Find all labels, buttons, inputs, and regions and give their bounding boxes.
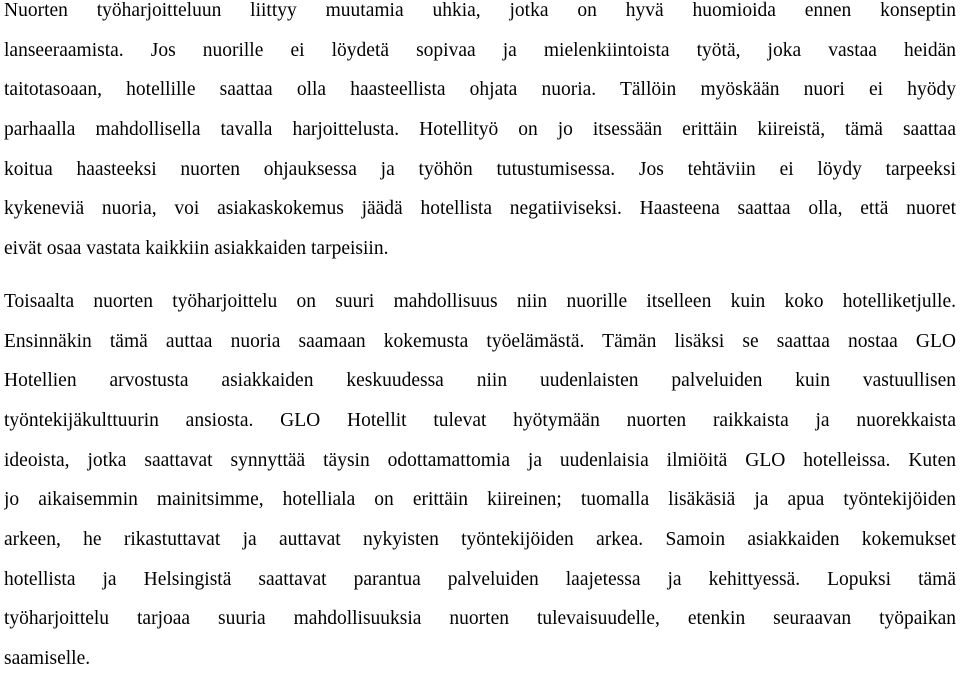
text-line: koitua haasteeksi nuorten ohjauksessa ja työhön tutustumisessa. Jos tehtäviin ei löydy tarpeeksi [4,158,956,180]
text-line: eivät osaa vastata kaikkiin asiakkaiden tarpeisiin. [4,238,389,260]
text-line: Nuorten työharjoitteluun liittyy muutamia uhkia, jotka on hyvä huomioida ennen konseptin [4,0,956,21]
text-line: parhaalla mahdollisella tavalla harjoittelusta. Hotellityö on jo itsessään erittäin kiireistä, tämä saattaa [4,119,956,141]
text-line: taitotasoaan, hotellille saattaa olla haasteellista ohjata nuoria. Tällöin myöskään nuori ei hyödy [4,79,956,101]
paragraph-opportunities [4,282,956,679]
text-line: hotellista ja Helsingistä saattavat parantua palveluiden laajetessa ja kehittyessä. Lopuksi tämä [4,568,956,590]
text-line: ideoista, jotka saattavat synnyttää täysin odottamattomia ja uudenlaisia ilmiöitä GLO hotelleissa. Kuten [4,449,956,471]
text-line: arkeen, he rikastuttavat ja auttavat nykyisten työntekijöiden arkea. Samoin asiakkaiden kokemukset [4,528,956,550]
text-line: työharjoittelu tarjoaa suuria mahdollisuuksia nuorten tulevaisuudelle, etenkin seuraavan työpaikan [4,608,956,630]
text-line: saamiselle. [4,648,91,669]
text-line: Toisaalta nuorten työharjoittelu on suuri mahdollisuus niin nuorille itselleen kuin koko hotelliketjulle. [4,290,956,312]
text-line: kykeneviä nuoria, voi asiakaskokemus jäädä hotellista negatiiviseksi. Haasteena saattaa olla, että nuoret [4,198,956,220]
text-line: työntekijäkulttuurin ansiosta. GLO Hotellit tulevat hyötymään nuorten raikkaista ja nuorekkaista [4,409,956,431]
text-line: lanseeraamista. Jos nuorille ei löydetä sopivaa ja mielenkiintoista työtä, joka vastaa heidän [4,39,956,61]
text-line: Ensinnäkin tämä auttaa nuoria saamaan kokemusta työelämästä. Tämän lisäksi se saattaa nostaa GLO [4,330,956,352]
text-line: Hotellien arvostusta asiakkaiden keskuudessa niin uudenlaisten palveluiden kuin vastuullisen [4,370,956,392]
paragraph-threats [4,0,956,269]
text-line: jo aikaisemmin mainitsimme, hotelliala on erittäin kiireinen; tuomalla lisäkäsiä ja apua työntekijöiden [4,489,956,511]
